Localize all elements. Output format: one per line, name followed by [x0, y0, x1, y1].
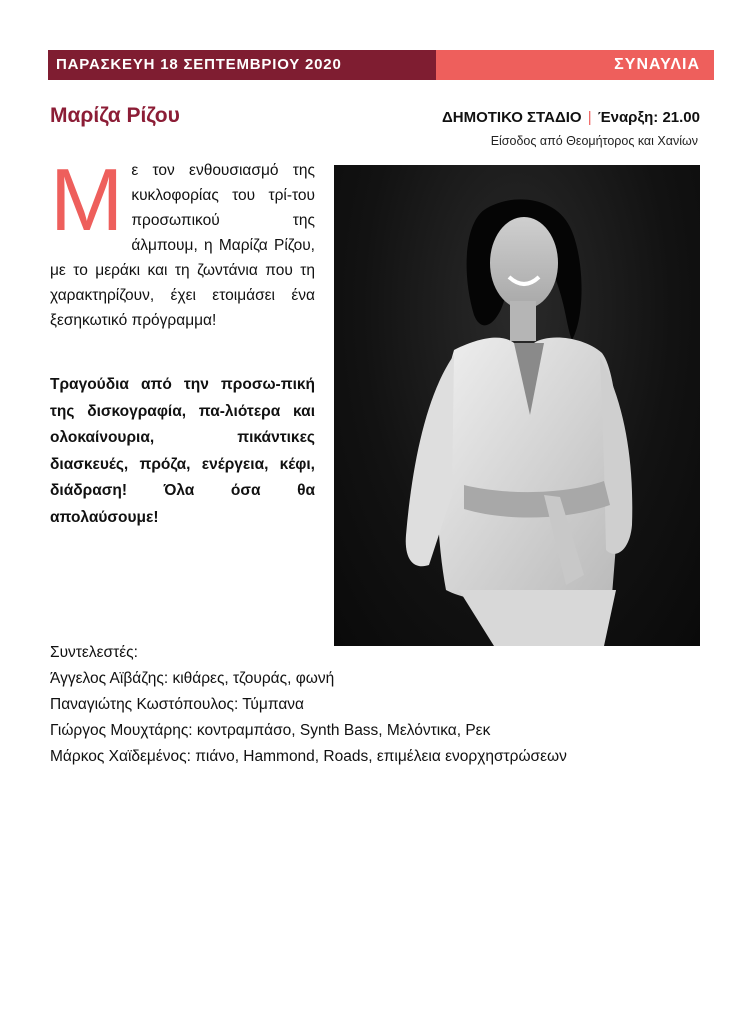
- date-banner: ΠΑΡΑΣΚΕΥΗ 18 ΣΕΠΤΕΜΒΡΙΟΥ 2020: [48, 50, 436, 80]
- credit-member: Παναγιώτης Κωστόπουλος: Τύμπανα: [50, 696, 304, 713]
- intro-paragraph: [50, 150, 315, 333]
- credits-section: [50, 640, 710, 770]
- drop-cap: Μ: [50, 150, 124, 249]
- intro-text: ε τον ενθουσιασμό της κυκλοφορίας του τρί-του προσωπικού της άλμπουμ, η Μαρίζα Ρίζου, με το μεράκι και τη ζωντάνια που τη χαρακτηρίζουν, έχει ετοιμάσει ένα ξεσηκωτικό πρόγραμμα!: [50, 162, 315, 329]
- start-time: Έναρξη: 21.00: [597, 109, 700, 126]
- artist-portrait-illustration: [334, 165, 700, 646]
- artist-name: Μαρίζα Ρίζου: [50, 104, 180, 127]
- credit-member: Άγγελος Αϊβάζης: κιθάρες, τζουράς, φωνή: [50, 670, 335, 687]
- category-banner: ΣΥΝΑΥΛΙΑ: [436, 50, 714, 80]
- highlight-paragraph: Τραγούδια από την προσω-πική της δισκογραφία, πα-λιότερα και ολοκαίνουρια, πικάντικες διασκευές, πρόζα, ενέργεια, κέφι, διάδραση! Όλα όσα θα απολαύσουμε!: [50, 376, 315, 526]
- artist-photo: [334, 165, 700, 646]
- credits-title: Συντελεστές:: [50, 644, 138, 661]
- credit-member: Μάρκος Χαϊδεμένος: πιάνο, Hammond, Roads, επιμέλεια ενορχηστρώσεων: [50, 748, 567, 765]
- credit-member: Γιώργος Μουχτάρης: κοντραμπάσο, Synth Bass, Μελόντικα, Ρεκ: [50, 722, 491, 739]
- venue-name: ΔΗΜΟΤΙΚΟ ΣΤΑΔΙΟ: [441, 109, 582, 126]
- venue-line: [442, 109, 700, 126]
- entrance-info: Είσοδος από Θεομήτορος και Χανίων: [490, 134, 698, 148]
- venue-separator: |: [587, 109, 592, 126]
